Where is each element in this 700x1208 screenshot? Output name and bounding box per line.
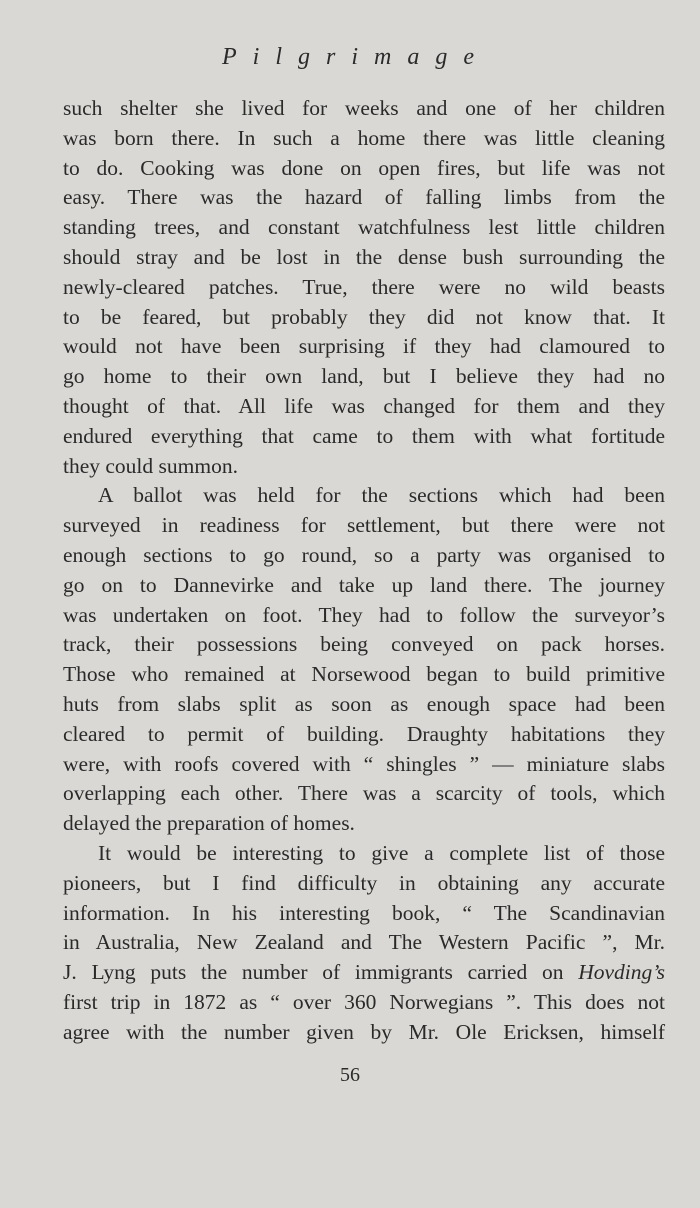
text-line: surveyed in readiness for settlement, but there were not — [63, 513, 665, 538]
text-line: was undertaken on foot. They had to follow the surveyor’s — [63, 602, 665, 627]
text-line: endured everything that came to them with what fortitude — [63, 423, 665, 448]
text-line: go on to Dannevirke and take up land there. The journey — [63, 572, 665, 597]
text-line: first trip in 1872 as “ over 360 Norwegians ”. This does not — [63, 989, 665, 1014]
text-line: such shelter she lived for weeks and one of her children — [63, 96, 665, 120]
ship-name: Hovding’s — [578, 960, 665, 985]
body-text — [63, 94, 665, 1048]
text-line: should stray and be lost in the dense bush surrounding the — [63, 244, 665, 269]
text-line: to do. Cooking was done on open fires, but life was not — [63, 155, 665, 180]
text-line: standing trees, and constant watchfulness lest little children — [63, 215, 665, 240]
text-line: Those who remained at Norsewood began to build primitive — [63, 662, 665, 687]
paragraph-end-line: delayed the preparation of homes. — [63, 811, 355, 836]
text-line: overlapping each other. There was a scarcity of tools, which — [63, 781, 665, 806]
paragraph-start-line: A ballot was held for the sections which had been — [98, 483, 665, 508]
text-line: was born there. In such a home there was little cleaning — [63, 125, 665, 150]
text-line: cleared to permit of building. Draughty habitations they — [63, 721, 665, 746]
text-line: were, with roofs covered with “ shingles ” — miniature slabs — [63, 751, 665, 776]
running-head: Pilgrimage — [222, 44, 490, 70]
text-line: enough sections to go round, so a party was organised to — [63, 542, 665, 567]
text-line: in Australia, New Zealand and The Western Pacific ”, Mr. — [63, 930, 665, 955]
text-line: information. In his interesting book, “ The Scandinavian — [63, 900, 665, 925]
page-number: 56 — [340, 1064, 360, 1086]
text-line-with-ship-name — [63, 958, 665, 988]
text-line: track, their possessions being conveyed on pack horses. — [63, 632, 665, 657]
text-line: go home to their own land, but I believe they had no — [63, 364, 665, 389]
text-line: pioneers, but I find difficulty in obtaining any accurate — [63, 870, 665, 895]
text-line: easy. There was the hazard of falling limbs from the — [63, 185, 665, 210]
text-line: agree with the number given by Mr. Ole Ericksen, himself — [63, 1019, 665, 1044]
text-line: would not have been surprising if they had clamoured to — [63, 334, 665, 359]
text-line: huts from slabs split as soon as enough space had been — [63, 691, 665, 716]
text-line: to be feared, but probably they did not know that. It — [63, 304, 665, 329]
paragraph-end-line: they could summon. — [63, 453, 238, 478]
text-line: newly-cleared patches. True, there were no wild beasts — [63, 274, 665, 299]
text-line: thought of that. All life was changed for them and they — [63, 393, 665, 418]
line-text-before: J. Lyng puts the number of immigrants carried on — [63, 960, 579, 985]
paragraph-start-line: It would be interesting to give a complete list of those — [98, 840, 665, 865]
